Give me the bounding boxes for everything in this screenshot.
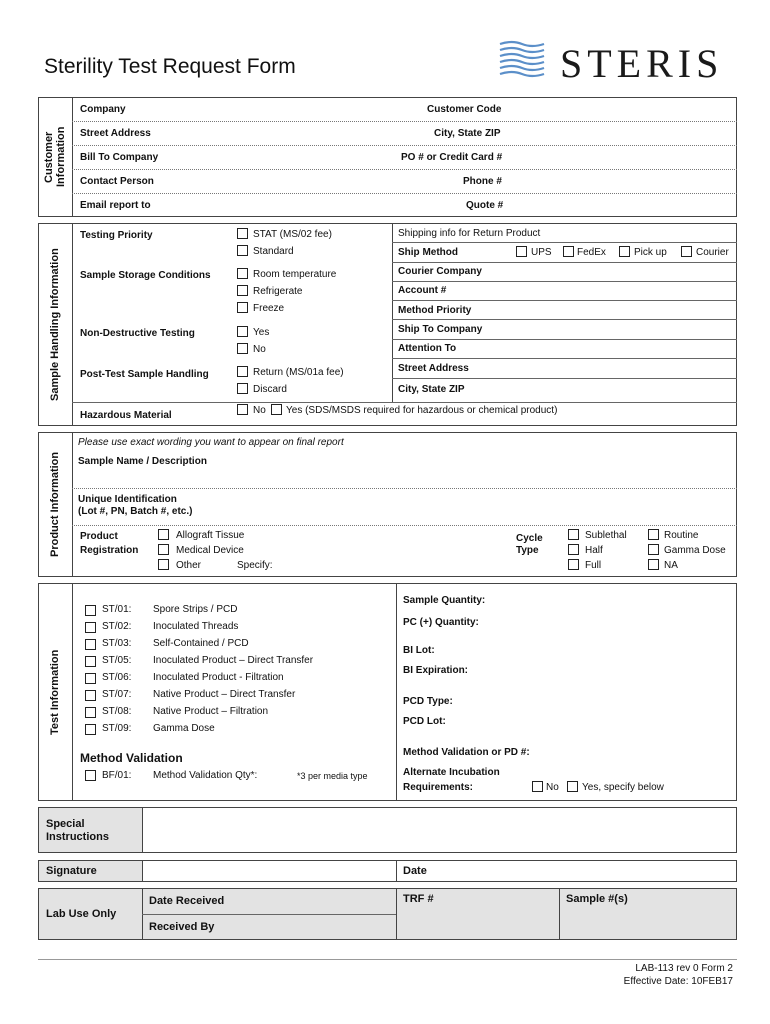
ups-checkbox[interactable] [516, 246, 527, 257]
customer-code-label: Customer Code [427, 104, 502, 115]
specify-label: Specify: [237, 560, 273, 571]
alt-no-checkbox[interactable] [532, 781, 543, 792]
fedex-checkbox[interactable] [563, 246, 574, 257]
refrigerate-label: Refrigerate [253, 286, 303, 297]
room-temp-checkbox[interactable] [237, 268, 248, 279]
half-checkbox[interactable] [568, 544, 579, 555]
test-section [38, 583, 737, 801]
street-address-label: Street Address [80, 128, 151, 139]
bi-lot-label: BI Lot: [403, 645, 435, 656]
footer-form-id: LAB-113 rev 0 Form 2 [635, 963, 733, 974]
test-item-desc: Inoculated Product - Filtration [153, 672, 284, 683]
discard-label: Discard [253, 384, 287, 395]
gamma-dose-checkbox[interactable] [648, 544, 659, 555]
test-item-checkbox[interactable] [85, 724, 96, 735]
pickup-label: Pick up [634, 247, 667, 258]
attention-label: Attention To [398, 343, 457, 354]
uid-label-2: (Lot #, PN, Batch #, etc.) [78, 506, 193, 517]
ups-label: UPS [531, 247, 552, 258]
company-label: Company [80, 104, 126, 115]
pc-qty-label: PC (+) Quantity: [403, 617, 479, 628]
standard-label: Standard [253, 246, 294, 257]
ship-to-label: Ship To Company [398, 324, 483, 335]
nd-yes-checkbox[interactable] [237, 326, 248, 337]
page-title: Sterility Test Request Form [44, 55, 296, 78]
pcd-lot-label: PCD Lot: [403, 716, 446, 727]
na-label: NA [664, 560, 678, 571]
refrigerate-checkbox[interactable] [237, 285, 248, 296]
haz-no-checkbox[interactable] [237, 404, 248, 415]
haz-no-label: No [253, 405, 266, 416]
freeze-checkbox[interactable] [237, 302, 248, 313]
sublethal-label: Sublethal [585, 530, 627, 541]
alt-incubation-label-1: Alternate Incubation [403, 767, 500, 778]
pickup-checkbox[interactable] [619, 246, 630, 257]
trf-label: TRF # [403, 893, 434, 905]
test-item-desc: Spore Strips / PCD [153, 604, 238, 615]
footer-effective-date: Effective Date: 10FEB17 [623, 976, 733, 987]
test-item-checkbox[interactable] [85, 673, 96, 684]
test-item-code: ST/01: [102, 604, 132, 615]
signature-field[interactable] [143, 861, 395, 881]
bf01-note: *3 per media type [297, 771, 368, 781]
steris-logo-icon [498, 40, 546, 80]
bf01-checkbox[interactable] [85, 770, 96, 781]
lab-use-label: Lab Use Only [46, 908, 117, 920]
test-item-desc: Self-Contained / PCD [153, 638, 249, 649]
special-label-2: Instructions [46, 831, 109, 843]
ship-street-label: Street Address [398, 363, 469, 374]
courier-label: Courier [696, 247, 729, 258]
footer-divider [38, 959, 737, 960]
special-instructions-field[interactable] [143, 808, 736, 852]
freeze-label: Freeze [253, 303, 285, 314]
test-item-code: ST/02: [102, 621, 132, 632]
customer-section-label: Customer Information [43, 126, 67, 188]
special-label-1: Special [46, 818, 85, 830]
courier-company-label: Courier Company [398, 266, 482, 277]
cycle-type-label-2: Type [516, 545, 539, 556]
method-priority-label: Method Priority [398, 305, 472, 316]
fedex-label: FedEx [577, 247, 606, 258]
routine-label: Routine [664, 530, 699, 541]
city-state-zip-label: City, State ZIP [434, 128, 501, 139]
allograft-label: Allograft Tissue [176, 530, 245, 541]
quote-label: Quote # [466, 200, 504, 211]
courier-checkbox[interactable] [681, 246, 692, 257]
room-temp-label: Room temperature [253, 269, 337, 280]
test-item-desc: Gamma Dose [153, 723, 215, 734]
return-label: Return (MS/01a fee) [253, 367, 344, 378]
medical-device-label: Medical Device [176, 545, 244, 556]
medical-device-checkbox[interactable] [158, 544, 169, 555]
test-item-code: ST/05: [102, 655, 132, 666]
test-item-checkbox[interactable] [85, 639, 96, 650]
stat-checkbox[interactable] [237, 228, 248, 239]
test-item-checkbox[interactable] [85, 707, 96, 718]
product-note: Please use exact wording you want to appear on final report [78, 437, 344, 448]
uid-label-1: Unique Identification [78, 494, 177, 505]
po-credit-label: PO # or Credit Card # [401, 152, 503, 163]
bill-to-label: Bill To Company [80, 152, 159, 163]
standard-checkbox[interactable] [237, 245, 248, 256]
test-item-code: ST/06: [102, 672, 132, 683]
cycle-type-label-1: Cycle [516, 533, 543, 544]
full-label: Full [585, 560, 602, 571]
alt-yes-checkbox[interactable] [567, 781, 578, 792]
storage-label: Sample Storage Conditions [80, 270, 211, 281]
stat-label: STAT (MS/02 fee) [253, 229, 332, 240]
signature-label: Signature [46, 865, 97, 877]
haz-yes-label: Yes (SDS/MSDS required for hazardous or chemical product) [286, 405, 558, 416]
sample-qty-label: Sample Quantity: [403, 595, 486, 606]
test-item-desc: Native Product – Direct Transfer [153, 689, 296, 700]
half-label: Half [585, 545, 603, 556]
alt-no-label: No [546, 782, 559, 793]
routine-checkbox[interactable] [648, 529, 659, 540]
test-item-checkbox[interactable] [85, 690, 96, 701]
bf01-code: BF/01: [102, 770, 132, 781]
na-checkbox[interactable] [648, 559, 659, 570]
alt-incubation-label-2: Requirements: [403, 782, 474, 793]
return-checkbox[interactable] [237, 366, 248, 377]
test-section-label: Test Information [49, 649, 61, 735]
nd-no-label: No [253, 344, 266, 355]
email-label: Email report to [80, 200, 151, 211]
sample-numbers-label: Sample #(s) [566, 893, 628, 905]
nd-yes-label: Yes [253, 327, 270, 338]
contact-label: Contact Person [80, 176, 154, 187]
sample-name-label: Sample Name / Description [78, 456, 207, 467]
shipping-info-label: Shipping info for Return Product [398, 228, 541, 239]
test-item-checkbox[interactable] [85, 656, 96, 667]
ship-method-label: Ship Method [398, 247, 458, 258]
other-label: Other [176, 560, 202, 571]
handling-section [38, 223, 737, 426]
test-item-desc: Inoculated Product – Direct Transfer [153, 655, 314, 666]
received-by-label: Received By [149, 921, 215, 933]
mv-pd-label: Method Validation or PD #: [403, 747, 530, 758]
date-received-label: Date Received [149, 895, 225, 907]
other-checkbox[interactable] [158, 559, 169, 570]
test-item-checkbox[interactable] [85, 622, 96, 633]
method-validation-heading: Method Validation [80, 751, 183, 765]
handling-section-label: Sample Handling Information [49, 248, 61, 401]
test-item-code: ST/08: [102, 706, 132, 717]
non-destructive-label: Non-Destructive Testing [80, 328, 195, 339]
bi-exp-label: BI Expiration: [403, 665, 469, 676]
test-item-checkbox[interactable] [85, 605, 96, 616]
alt-yes-label: Yes, specify below [582, 782, 664, 793]
registration-label-1: Product [80, 531, 118, 542]
discard-checkbox[interactable] [237, 383, 248, 394]
post-test-label: Post-Test Sample Handling [80, 369, 209, 380]
haz-yes-checkbox[interactable] [271, 404, 282, 415]
sublethal-checkbox[interactable] [568, 529, 579, 540]
pcd-type-label: PCD Type: [403, 696, 453, 707]
bf01-desc: Method Validation Qty*: [153, 770, 258, 781]
brand-name: STERIS [560, 41, 724, 86]
testing-priority-label: Testing Priority [80, 230, 153, 241]
hazardous-label: Hazardous Material [80, 410, 172, 421]
ship-city-label: City, State ZIP [398, 384, 465, 395]
test-item-code: ST/07: [102, 689, 132, 700]
date-field[interactable] [440, 861, 736, 881]
allograft-checkbox[interactable] [158, 529, 169, 540]
product-section-label: Product Information [49, 451, 61, 558]
test-item-code: ST/03: [102, 638, 132, 649]
date-label: Date [403, 865, 427, 877]
account-label: Account # [398, 285, 447, 296]
gamma-dose-label: Gamma Dose [664, 545, 726, 556]
phone-label: Phone # [463, 176, 502, 187]
full-checkbox[interactable] [568, 559, 579, 570]
test-item-code: ST/09: [102, 723, 132, 734]
test-item-desc: Native Product – Filtration [153, 706, 269, 717]
test-item-desc: Inoculated Threads [153, 621, 239, 632]
nd-no-checkbox[interactable] [237, 343, 248, 354]
registration-label-2: Registration [80, 545, 139, 556]
